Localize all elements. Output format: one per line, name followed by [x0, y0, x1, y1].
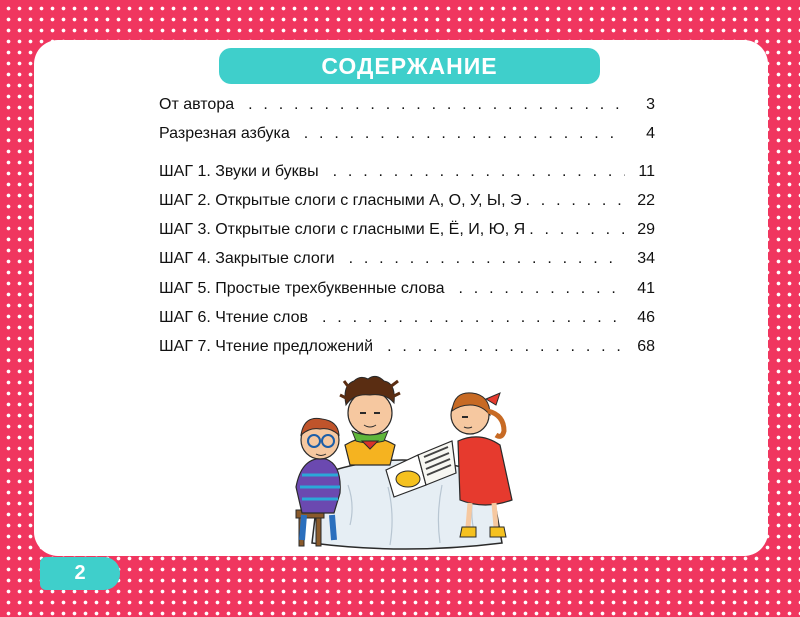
children-reading-illustration [290, 375, 530, 550]
toc-entry[interactable] [159, 96, 655, 125]
toc-entry-page: 11 [638, 162, 655, 180]
toc-entry-page: 3 [646, 96, 655, 113]
page-number-badge: 2 [40, 557, 120, 590]
toc-dot-leader [333, 163, 625, 181]
toc-dot-leader [458, 280, 625, 298]
table-of-contents [159, 96, 655, 368]
toc-entry[interactable] [159, 125, 655, 154]
toc-entry-label: ШАГ 6. Чтение слов [159, 309, 308, 327]
toc-entry-label: ШАГ 4. Закрытые слоги [159, 250, 335, 268]
toc-entry[interactable] [159, 221, 655, 250]
toc-entry-label: ШАГ 1. Звуки и буквы [159, 162, 319, 180]
toc-entry-label: Разрезная азбука [159, 125, 290, 143]
toc-dot-leader [525, 192, 625, 210]
contents-title: СОДЕРЖАНИЕ [219, 48, 600, 84]
toc-dot-leader [529, 221, 625, 239]
toc-dot-leader [248, 96, 625, 114]
toc-dot-leader [349, 250, 625, 268]
toc-entry-page: 34 [637, 250, 655, 268]
toc-entry-label: ШАГ 3. Открытые слоги с гласными Е, Ё, И, Ю, Я [159, 221, 526, 239]
toc-entry-page: 22 [637, 191, 655, 209]
toc-entry-page: 68 [637, 338, 655, 356]
toc-entry-page: 41 [637, 279, 655, 297]
toc-entry-page: 29 [637, 221, 655, 239]
toc-entry-page: 46 [637, 309, 655, 327]
toc-entry-label: ШАГ 2. Открытые слоги с гласными А, О, У, Ы, Э [159, 191, 522, 209]
toc-dot-leader [387, 338, 625, 356]
toc-entry[interactable] [159, 309, 655, 338]
boy-with-messy-hair [340, 376, 400, 465]
toc-entry-label: От автора [159, 96, 235, 113]
toc-entry-label: ШАГ 7. Чтение предложений [159, 338, 374, 356]
toc-entry[interactable] [159, 250, 655, 279]
toc-dot-leader [304, 125, 625, 143]
toc-dot-leader [322, 309, 625, 327]
toc-entry[interactable] [159, 280, 655, 309]
toc-entry[interactable] [159, 192, 655, 221]
toc-entry-page: 4 [646, 125, 655, 143]
toc-entry-label: ШАГ 5. Простые трехбуквенные слова [159, 279, 445, 297]
toc-entry[interactable] [159, 163, 655, 192]
toc-entry[interactable] [159, 338, 655, 367]
